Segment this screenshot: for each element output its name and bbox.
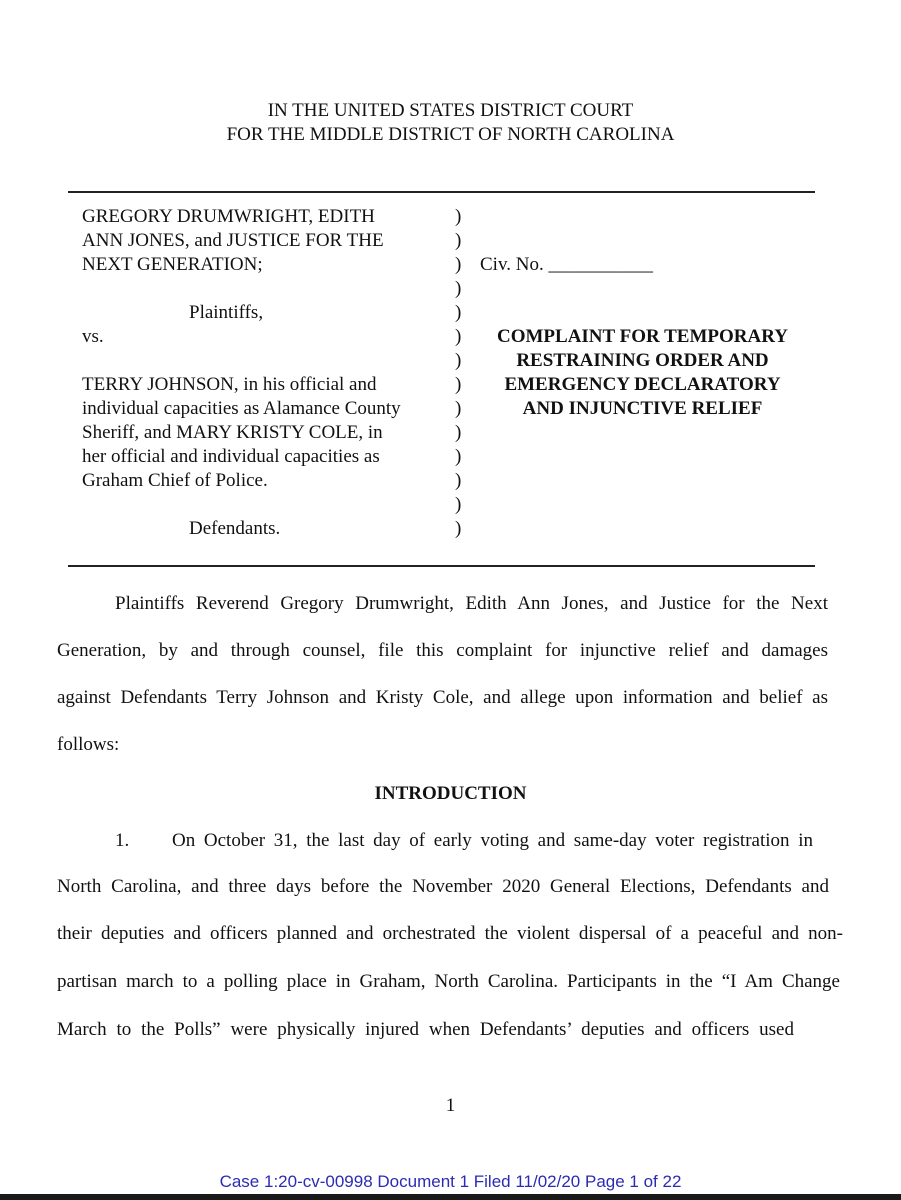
- paragraph-line: On October 31, the last day of early voting and same-day voter registration in: [172, 830, 813, 851]
- defendant-line: Graham Chief of Police.: [82, 470, 268, 491]
- civil-number: Civ. No. ___________: [480, 254, 653, 275]
- defendant-line: individual capacities as Alamance County: [82, 398, 401, 419]
- paragraph-line: North Carolina, and three days before the November 2020 General Elections, Defendants and: [57, 876, 829, 897]
- plaintiff-line: GREGORY DRUMWRIGHT, EDITH: [82, 206, 375, 227]
- plaintiff-line: NEXT GENERATION;: [82, 254, 263, 275]
- caption-paren: ): [455, 350, 462, 371]
- caption-bottom-rule: [68, 565, 815, 567]
- caption-paren: ): [455, 254, 462, 275]
- versus: vs.: [82, 326, 104, 347]
- complaint-title-line: COMPLAINT FOR TEMPORARY: [496, 326, 789, 347]
- paragraph-number: 1.: [115, 830, 130, 851]
- complaint-title-line: EMERGENCY DECLARATORY: [504, 374, 781, 395]
- intro-paragraph-line: against Defendants Terry Johnson and Kristy Cole, and allege upon information and belief as: [57, 687, 828, 708]
- caption-paren: ): [455, 422, 462, 443]
- court-name-line2: FOR THE MIDDLE DISTRICT OF NORTH CAROLINA: [226, 124, 675, 145]
- page-number: 1: [445, 1095, 456, 1116]
- bottom-edge-bar: [0, 1194, 901, 1200]
- caption-paren: ): [455, 518, 462, 539]
- intro-paragraph-line: Plaintiffs Reverend Gregory Drumwright, Edith Ann Jones, and Justice for the Next: [115, 593, 828, 614]
- intro-paragraph-line: Generation, by and through counsel, file this complaint for injunctive relief and damages: [57, 640, 828, 661]
- caption-paren: ): [455, 374, 462, 395]
- defendant-line: Sheriff, and MARY KRISTY COLE, in: [82, 422, 383, 443]
- paragraph-line: partisan march to a polling place in Graham, North Carolina. Participants in the “I Am Change: [57, 971, 840, 992]
- caption-paren: ): [455, 326, 462, 347]
- complaint-title-line: AND INJUNCTIVE RELIEF: [522, 398, 763, 419]
- court-name-line1: IN THE UNITED STATES DISTRICT COURT: [267, 100, 634, 121]
- complaint-title-line: RESTRAINING ORDER AND: [516, 350, 769, 371]
- caption-top-rule: [68, 191, 815, 193]
- caption-paren: ): [455, 230, 462, 251]
- caption-paren: ): [455, 494, 462, 515]
- plaintiffs-label: Plaintiffs,: [189, 302, 264, 323]
- defendant-line: her official and individual capacities as: [82, 446, 380, 467]
- caption-paren: ): [455, 278, 462, 299]
- paragraph-line: March to the Polls” were physically injured when Defendants’ deputies and officers used: [57, 1019, 794, 1040]
- caption-paren: ): [455, 302, 462, 323]
- section-heading: INTRODUCTION: [374, 783, 527, 804]
- caption-paren: ): [455, 470, 462, 491]
- caption-paren: ): [455, 446, 462, 467]
- defendant-line: TERRY JOHNSON, in his official and: [82, 374, 377, 395]
- caption-paren: ): [455, 398, 462, 419]
- filing-footer: Case 1:20-cv-00998 Document 1 Filed 11/02/20 Page 1 of 22: [219, 1172, 682, 1191]
- plaintiff-line: ANN JONES, and JUSTICE FOR THE: [82, 230, 384, 251]
- defendants-label: Defendants.: [189, 518, 281, 539]
- caption-paren: ): [455, 206, 462, 227]
- paragraph-line: their deputies and officers planned and orchestrated the violent dispersal of a peaceful and non-: [57, 923, 843, 944]
- intro-paragraph-line: follows:: [57, 734, 120, 755]
